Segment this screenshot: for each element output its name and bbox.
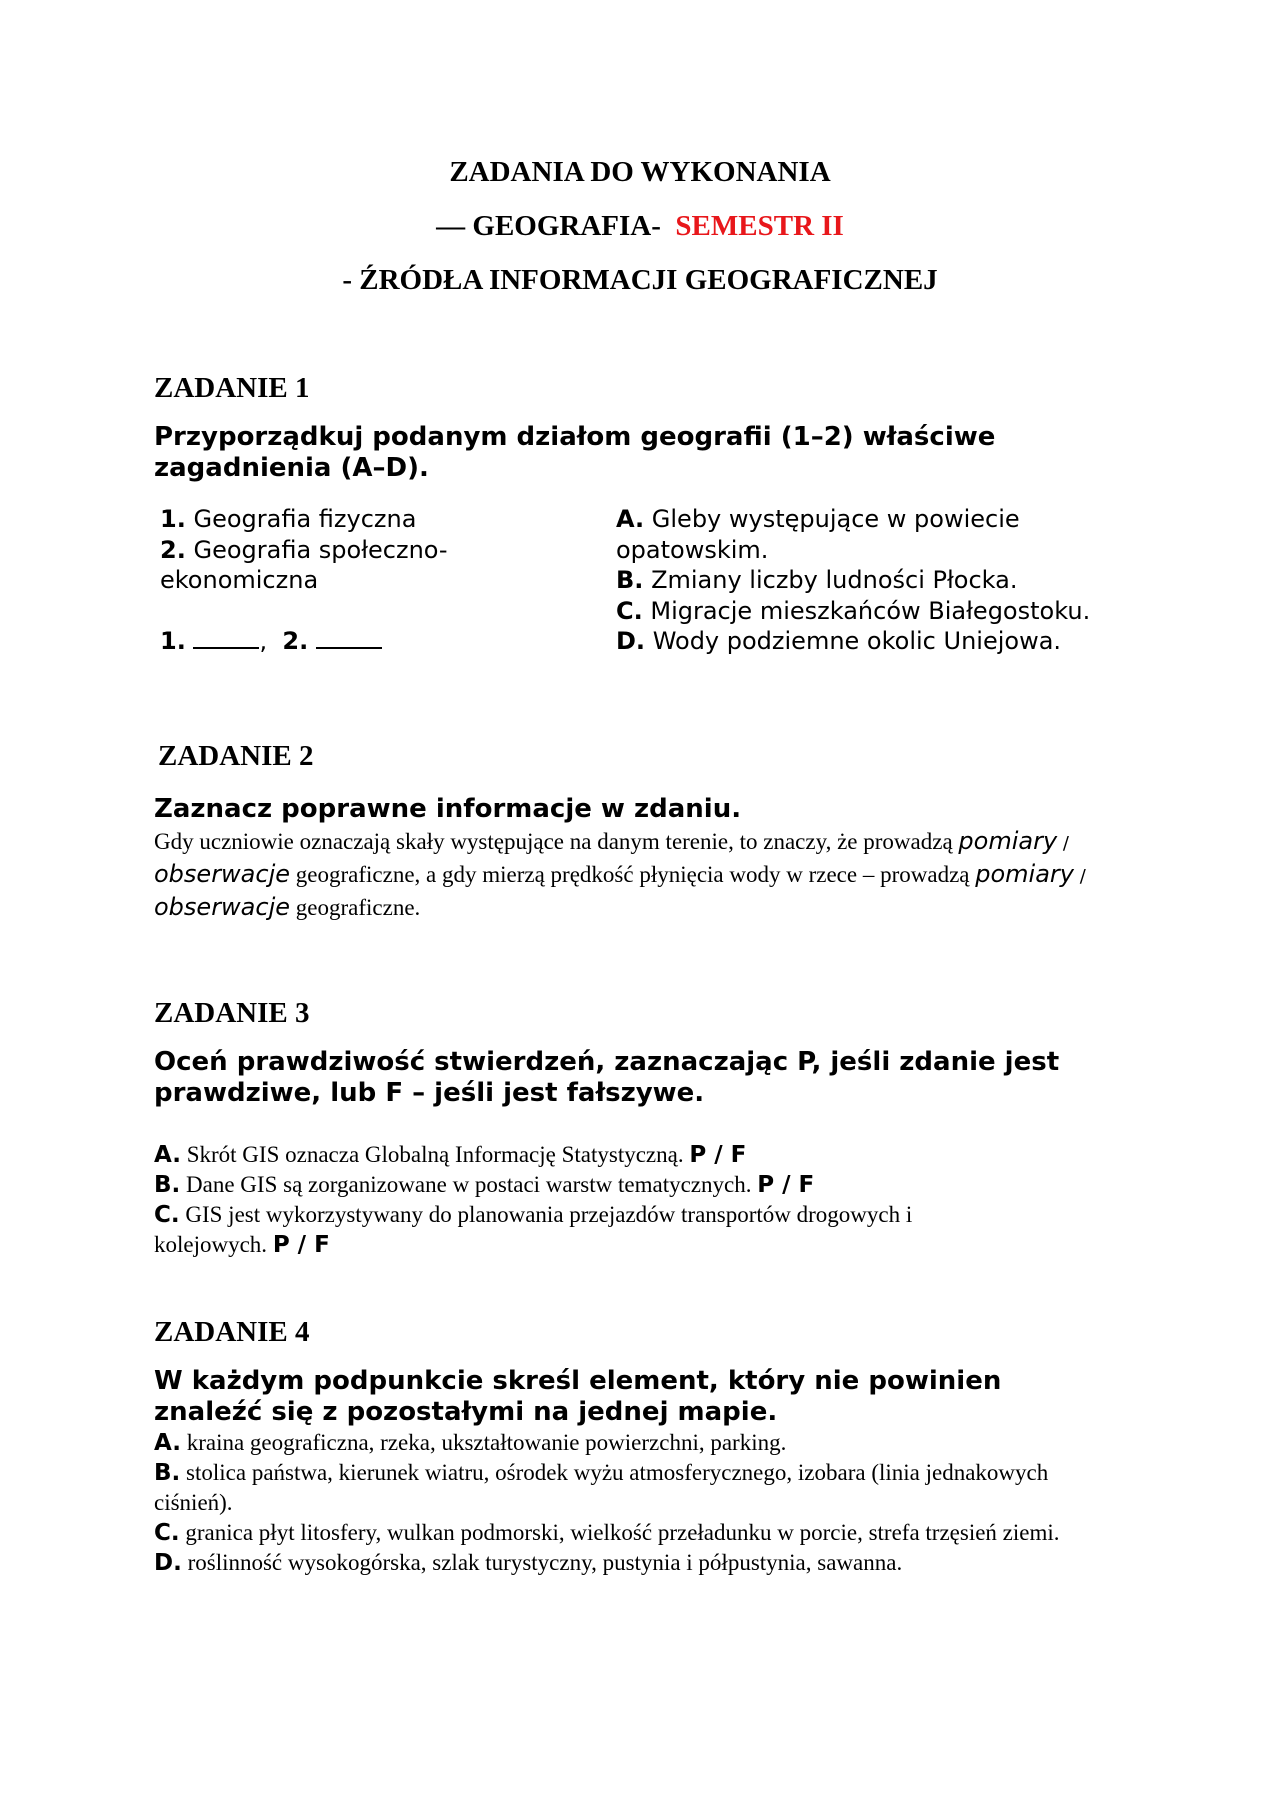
semester-label: SEMESTR II [675, 210, 844, 242]
list-item: 1. Geografia fizyczna [160, 505, 417, 533]
pf-choice[interactable]: P / F [757, 1172, 815, 1198]
option-obserwacje[interactable]: obserwacje [154, 893, 291, 921]
list-item: C. Migracje mieszkańców Białegostoku. [616, 596, 1091, 625]
list-item: B. Zmiany liczby ludności Płocka. [616, 566, 1018, 594]
list-item: B. Dane GIS są zorganizowane w postaci warstw tematycznych. P / F [154, 1172, 815, 1198]
task3-title: ZADANIE 3 [154, 997, 310, 1029]
task1-left-column [160, 504, 500, 596]
list-item: D. Wody podziemne okolic Uniejowa. [616, 627, 1062, 655]
answer-blank-1[interactable] [193, 629, 259, 649]
task2-question: Zaznacz poprawne informacje w zdaniu. [154, 794, 742, 824]
task4-title: ZADANIE 4 [154, 1316, 310, 1348]
task4-question: W każdym podpunkcie skreśl element, który nie powinien znaleźć się z pozostałymi na jednej mapie. [154, 1366, 1002, 1427]
task2-title: ZADANIE 2 [158, 740, 314, 772]
task2-text: Gdy uczniowie oznaczają skały występujące na danym terenie, to znaczy, że prowadzą pomiary / obserwacje geograficzne, a gdy mierzą prędkość płynięcia wody w rzece – prowadzą pomiary / obserwacje geograficzne. [154, 827, 1086, 921]
list-item: B. stolica państwa, kierunek wiatru, ośrodek wyżu atmosferycznego, izobara (linia jednakowych ciśnień). [154, 1460, 1049, 1515]
list-item: A. Skrót GIS oznacza Globalną Informację Statystyczną. P / F [154, 1142, 747, 1168]
list-item: A. Gleby występujące w powiecie opatowskim. [616, 505, 1020, 564]
answer-blank-2[interactable] [316, 629, 382, 649]
task1-title: ZADANIE 1 [154, 372, 310, 404]
list-item: C. GIS jest wykorzystywany do planowania przejazdów transportów drogowych i kolejowych. P / F [154, 1202, 913, 1258]
list-item: 2. Geografia społeczno-ekonomiczna [160, 535, 448, 594]
page-title: ZADANIA DO WYKONANIA [449, 156, 831, 188]
option-obserwacje[interactable]: obserwacje [154, 860, 291, 888]
task1-right-column [616, 504, 1136, 657]
subject-line [0, 210, 1280, 243]
topic-title: - ŹRÓDŁA INFORMACJI GEOGRAFICZNEJ [342, 264, 938, 296]
subject-label: — GEOGRAFIA- [436, 210, 661, 242]
list-item: C. granica płyt litosfery, wulkan podmorski, wielkość przeładunku w porcie, strefa trzęsień ziemi. [154, 1520, 1060, 1546]
option-pomiary[interactable]: pomiary [975, 860, 1074, 888]
task4-list [154, 1428, 1094, 1578]
list-item: D. roślinność wysokogórska, szlak turystyczny, pustynia i półpustynia, sawanna. [154, 1550, 903, 1576]
option-pomiary[interactable]: pomiary [958, 827, 1058, 855]
list-item: A. kraina geograficzna, rzeka, ukształtowanie powierzchni, parking. [154, 1430, 787, 1456]
pf-choice[interactable]: P / F [689, 1142, 747, 1168]
pf-choice[interactable]: P / F [272, 1232, 330, 1258]
task1-answer-line: 1. , 2. [160, 626, 382, 657]
task1-question: Przyporządkuj podanym działom geografii (1–2) właściwe zagadnienia (A–D). [154, 422, 996, 483]
task3-question: Oceń prawdziwość stwierdzeń, zaznaczając P, jeśli zdanie jest prawdziwe, lub F – jeśli jest fałszywe. [154, 1047, 1060, 1108]
task3-list [154, 1140, 1024, 1260]
